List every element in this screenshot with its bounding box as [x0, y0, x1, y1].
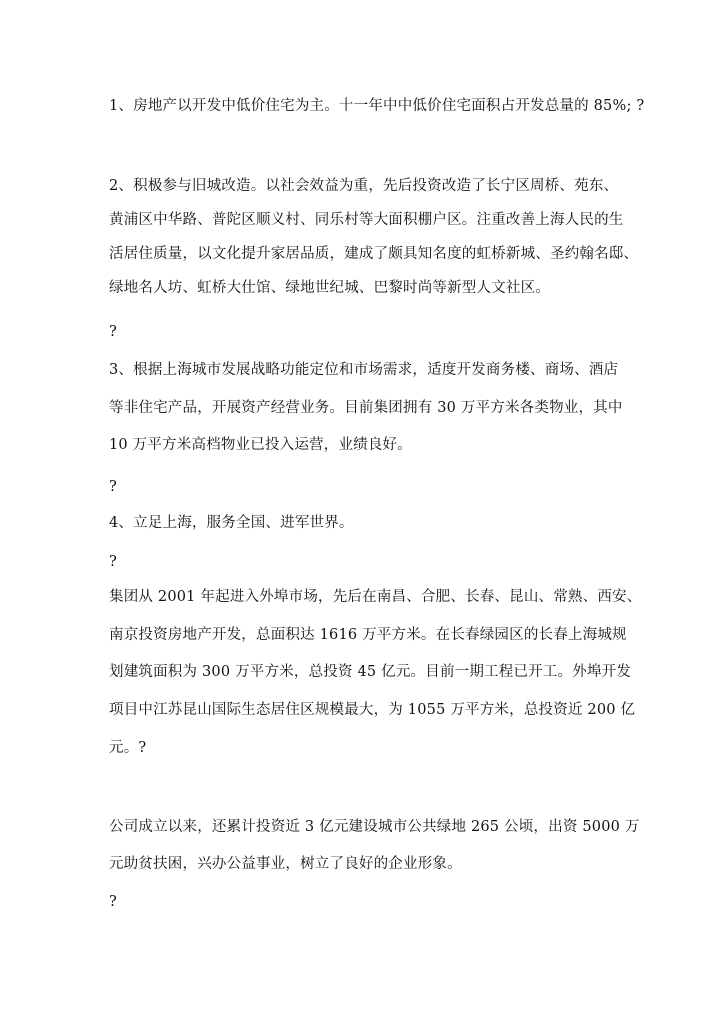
paragraph-5-line-4: 项目中江苏昆山国际生态居住区规模最大，为 1055 万平方米，总投资近 200 亿	[109, 702, 636, 718]
paragraph-2-line-2: 黄浦区中华路、普陀区顺义村、同乐村等大面积棚户区。注重改善上海人民的生	[109, 212, 624, 228]
paragraph-1-line-1: 1、房地产以开发中低价住宅为主。十一年中中低价住宅面积占开发总量的 85%; ?	[109, 98, 645, 114]
paragraph-2-line-3: 活居住质量，以文化提升家居品质，建成了颇具知名度的虹桥新城、圣约翰名邸、	[109, 246, 639, 262]
paragraph-3-line-3: 10 万平方米高档物业已投入运营，业绩良好。	[109, 437, 412, 453]
paragraph-2-line-4: 绿地名人坊、虹桥大仕馆、绿地世纪城、巴黎时尚等新型人文社区。	[109, 280, 550, 296]
paragraph-5-line-2: 南京投资房地产开发，总面积达 1616 万平方米。在长春绿园区的长春上海城规	[109, 627, 627, 643]
placeholder-mark: ?	[109, 554, 117, 570]
placeholder-mark: ?	[109, 894, 117, 910]
paragraph-4-line-1: 4、立足上海，服务全国、进军世界。	[109, 515, 354, 531]
placeholder-mark: ?	[109, 324, 117, 340]
placeholder-mark: ?	[109, 479, 117, 495]
paragraph-5-line-3: 划建筑面积为 300 万平方米，总投资 45 亿元。目前一期工程已开工。外埠开发	[109, 664, 632, 680]
paragraph-3-line-2: 等非住宅产品，开展资产经营业务。目前集团拥有 30 万平方米各类物业，其中	[109, 400, 623, 416]
paragraph-5-line-1: 集团从 2001 年起进入外埠市场，先后在南昌、合肥、长春、昆山、常熟、西安、	[109, 589, 642, 605]
paragraph-3-line-1: 3、根据上海城市发展战略功能定位和市场需求，适度开发商务楼、商场、酒店	[109, 362, 619, 378]
paragraph-5-line-5: 元。?	[109, 740, 147, 756]
paragraph-6-line-2: 元助贫扶困，兴办公益事业，树立了良好的企业形象。	[109, 856, 462, 872]
paragraph-2-line-1: 2、积极参与旧城改造。以社会效益为重，先后投资改造了长宁区周桥、苑东、	[109, 178, 619, 194]
paragraph-6-line-1: 公司成立以来，还累计投资近 3 亿元建设城市公共绿地 265 公顷，出资 5000 万	[109, 819, 640, 835]
